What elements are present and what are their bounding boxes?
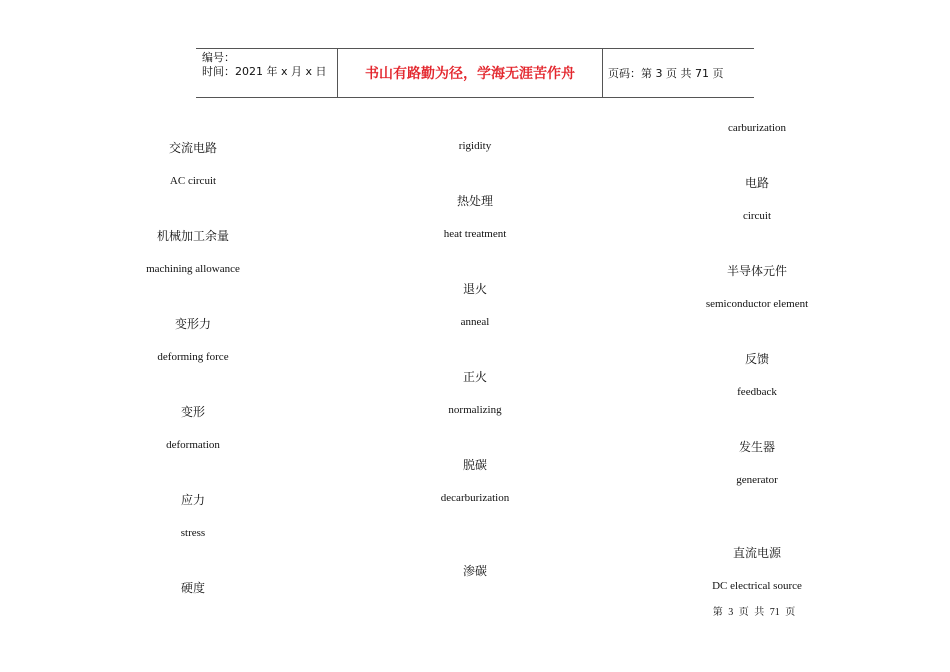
header-motto: 书山有路勤为径，学海无涯苦作舟 xyxy=(365,66,575,82)
term-zh: 脱碳 xyxy=(462,458,488,472)
term-zh: 发生器 xyxy=(738,440,776,454)
term-zh: 热处理 xyxy=(456,194,494,208)
term-en: semiconductor element xyxy=(705,298,809,310)
term-en: anneal xyxy=(460,316,490,328)
term-zh: 硬度 xyxy=(180,581,206,595)
term-zh: 交流电路 xyxy=(168,141,218,155)
term-zh: 机械加工余量 xyxy=(156,229,230,243)
term-en: feedback xyxy=(737,386,777,398)
page-header xyxy=(196,48,754,98)
term-en: carburization xyxy=(727,122,787,134)
term-en: circuit xyxy=(742,210,772,222)
term-zh: 直流电源 xyxy=(732,546,782,560)
term-zh: 反馈 xyxy=(744,352,770,366)
term-en: generator xyxy=(736,474,778,486)
term-en: decarburization xyxy=(440,492,510,504)
term-en: normalizing xyxy=(448,404,502,416)
page-footer: 第 3 页 共 71 页 xyxy=(712,607,796,618)
term-zh: 电路 xyxy=(744,176,770,190)
term-zh: 变形 xyxy=(180,405,206,419)
term-zh: 正火 xyxy=(462,370,488,384)
term-zh: 变形力 xyxy=(174,317,212,331)
term-zh: 渗碳 xyxy=(462,564,488,578)
term-zh: 半导体元件 xyxy=(726,264,788,278)
number-label: 编号： xyxy=(202,51,235,64)
term-en: DC electrical source xyxy=(712,580,802,592)
term-en: deformation xyxy=(166,439,220,451)
page-label: 页码：第 3 页 共 71 页 xyxy=(608,67,724,80)
term-en: rigidity xyxy=(458,140,492,152)
header-divider xyxy=(602,49,603,97)
time-label: 时间：2021 年 x 月 x 日 xyxy=(202,65,327,78)
term-en: deforming force xyxy=(157,351,229,363)
term-en: stress xyxy=(180,527,206,539)
term-en: heat treatment xyxy=(443,228,507,240)
term-zh: 退火 xyxy=(462,282,488,296)
term-zh: 应力 xyxy=(180,493,206,507)
term-en: machining allowance xyxy=(146,263,240,275)
header-meta xyxy=(202,51,327,79)
term-en: AC circuit xyxy=(169,175,217,187)
